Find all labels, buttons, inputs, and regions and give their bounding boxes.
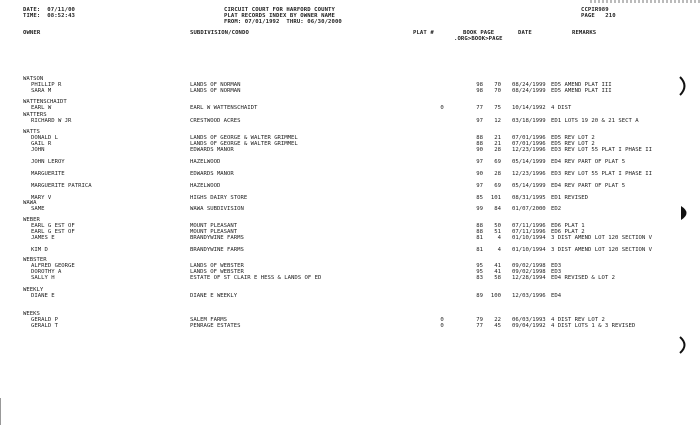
subdivision-name: MOUNT PLEASANT bbox=[190, 229, 238, 235]
remarks: ED3 REV LOT 55 PLAT I PHASE II bbox=[551, 171, 653, 177]
subdivision-name: LANDS OF NORMAN bbox=[190, 88, 241, 94]
remarks: ED4 REV PART OF PLAT 5 bbox=[551, 159, 626, 165]
report-time: TIME: 08:52:43 bbox=[23, 13, 76, 19]
owner-surname: WATSON bbox=[23, 76, 44, 82]
page-number-cell: 22 bbox=[494, 317, 501, 323]
remarks: 3 DIST AMEND LOT 120 SECTION V bbox=[551, 235, 653, 241]
remarks: 4 DIST bbox=[551, 105, 572, 111]
remarks: ED1 REVISED bbox=[551, 195, 589, 201]
owner-surname: WEEKLY bbox=[23, 287, 44, 293]
plat-number: 0 bbox=[440, 317, 444, 323]
book-number: 97 bbox=[476, 159, 483, 165]
page-number-cell: 101 bbox=[490, 195, 501, 201]
book-number: 88 bbox=[476, 229, 483, 235]
subdivision-name: LANDS OF WEBSTER bbox=[190, 269, 244, 275]
book-number: 88 bbox=[476, 223, 483, 229]
record-date: 09/04/1992 bbox=[512, 323, 546, 329]
subdivision-name: HAZELWOOD bbox=[190, 183, 221, 189]
book-number: 99 bbox=[476, 206, 483, 212]
owner-given-name: GERALD P bbox=[31, 317, 58, 323]
remarks: ED5 AMEND PLAT III bbox=[551, 88, 612, 94]
page-number-cell: 41 bbox=[494, 269, 501, 275]
record-date: 07/11/1996 bbox=[512, 229, 546, 235]
page-number-cell: 28 bbox=[494, 147, 501, 153]
page-edge-line bbox=[0, 398, 1, 425]
report-id: CCPIR989 bbox=[581, 7, 609, 13]
subdivision-name: MOUNT PLEASANT bbox=[190, 223, 238, 229]
owner-surname: WATTENSCHAIDT bbox=[23, 99, 67, 105]
book-number: 98 bbox=[476, 88, 483, 94]
book-number: 95 bbox=[476, 269, 483, 275]
subdivision-name: LANDS OF WEBSTER bbox=[190, 263, 244, 269]
record-date: 03/18/1999 bbox=[512, 118, 546, 124]
owner-given-name: JOHN bbox=[31, 147, 45, 153]
owner-surname: WEBSTER bbox=[23, 257, 47, 263]
record-date: 12/23/1996 bbox=[512, 171, 546, 177]
book-number: 90 bbox=[476, 147, 483, 153]
record-date: 12/28/1994 bbox=[512, 275, 546, 281]
page-number-cell: 69 bbox=[494, 183, 501, 189]
record-date: 05/14/1999 bbox=[512, 159, 546, 165]
owner-given-name: MARGUERITE PATRICA bbox=[31, 183, 92, 189]
book-number: 98 bbox=[476, 82, 483, 88]
record-date: 07/01/1996 bbox=[512, 135, 546, 141]
page-number-cell: 70 bbox=[494, 88, 501, 94]
page-number-cell: 51 bbox=[494, 229, 501, 235]
owner-surname: WEBER bbox=[23, 217, 40, 223]
subdivision-name: HAZELWOOD bbox=[190, 159, 221, 165]
record-date: 12/23/1996 bbox=[512, 147, 546, 153]
owner-given-name: SALLY H bbox=[31, 275, 55, 281]
remarks: ED4 bbox=[551, 293, 562, 299]
owner-surname: WATTS bbox=[23, 129, 40, 135]
subdivision-name: BRANDYWINE FARMS bbox=[190, 235, 244, 241]
binder-hole-mark bbox=[680, 205, 692, 221]
book-number: 88 bbox=[476, 135, 483, 141]
remarks: ED4 REV PART OF PLAT 5 bbox=[551, 183, 626, 189]
remarks: ED4 REVISED & LOT 2 bbox=[551, 275, 615, 281]
record-date: 07/01/1996 bbox=[512, 141, 546, 147]
report-title: PLAT RECORDS INDEX BY OWNER NAME bbox=[224, 13, 335, 19]
record-date: 01/10/1994 bbox=[512, 235, 546, 241]
remarks: ED2 bbox=[551, 206, 562, 212]
column-header-book-page: BOOK PAGE bbox=[463, 30, 495, 36]
owner-given-name: EARL G EST OF bbox=[31, 223, 75, 229]
owner-given-name: SARA M bbox=[31, 88, 52, 94]
plat-number: 0 bbox=[440, 323, 444, 329]
subdivision-name: PENRAGE ESTATES bbox=[190, 323, 241, 329]
record-date: 07/11/1996 bbox=[512, 223, 546, 229]
page-number-cell: 45 bbox=[494, 323, 501, 329]
remarks: ED3 REV LOT 55 PLAT I PHASE II bbox=[551, 147, 653, 153]
subdivision-name: EARL W WATTENSCHAIDT bbox=[190, 105, 258, 111]
page-number-cell: 58 bbox=[494, 275, 501, 281]
subdivision-name: SALEM FARMS bbox=[190, 317, 228, 323]
owner-given-name: JAMES E bbox=[31, 235, 55, 241]
owner-given-name: SAME bbox=[31, 206, 45, 212]
subdivision-name: EDWARDS MANOR bbox=[190, 171, 234, 177]
remarks: ED3 bbox=[551, 269, 562, 275]
book-number: 97 bbox=[476, 183, 483, 189]
record-date: 05/14/1999 bbox=[512, 183, 546, 189]
subdivision-name: CRESTWOOD ACRES bbox=[190, 118, 241, 124]
page-number-cell: 69 bbox=[494, 159, 501, 165]
subdivision-name: LANDS OF GEORGE & WALTER GRIMMEL bbox=[190, 141, 298, 147]
owner-given-name: GERALD T bbox=[31, 323, 58, 329]
perforation-mark bbox=[590, 0, 700, 3]
page-number-cell: 4 bbox=[497, 235, 501, 241]
owner-given-name: MARY V bbox=[31, 195, 52, 201]
owner-given-name: JOHN LEROY bbox=[31, 159, 65, 165]
record-date: 08/24/1999 bbox=[512, 88, 546, 94]
record-date: 08/24/1999 bbox=[512, 82, 546, 88]
column-header-owner: OWNER bbox=[23, 30, 41, 36]
column-header-remarks: REMARKS bbox=[572, 30, 597, 36]
remarks: 3 DIST AMEND LOT 120 SECTION V bbox=[551, 247, 653, 253]
column-header-org: .ORG>BOOK>PAGE bbox=[454, 36, 503, 42]
record-date: 12/03/1996 bbox=[512, 293, 546, 299]
remarks: ED3 bbox=[551, 263, 562, 269]
book-number: 97 bbox=[476, 118, 483, 124]
subdivision-name: BRANDYWINE FARMS bbox=[190, 247, 244, 253]
subdivision-name: LANDS OF GEORGE & WALTER GRIMMEL bbox=[190, 135, 298, 141]
owner-given-name: RICHARD W JR bbox=[31, 118, 72, 124]
book-number: 81 bbox=[476, 247, 483, 253]
owner-given-name: EARL W bbox=[31, 105, 52, 111]
owner-given-name: DIANE E bbox=[31, 293, 55, 299]
remarks: ED5 REV LOT 2 bbox=[551, 135, 595, 141]
remarks: ED6 PLAT 2 bbox=[551, 229, 585, 235]
page-number-cell: 70 bbox=[494, 82, 501, 88]
subdivision-name: LANDS OF NORMAN bbox=[190, 82, 241, 88]
binder-hole-mark bbox=[678, 76, 690, 96]
remarks: 4 DIST LOTS 1 & 3 REVISED bbox=[551, 323, 636, 329]
owner-given-name: KIM D bbox=[31, 247, 48, 253]
record-date: 09/02/1998 bbox=[512, 269, 546, 275]
page-number-cell: 12 bbox=[494, 118, 501, 124]
subdivision-name: HIGHS DAIRY STORE bbox=[190, 195, 248, 201]
record-date: 01/07/2000 bbox=[512, 206, 546, 212]
record-date: 09/02/1998 bbox=[512, 263, 546, 269]
owner-given-name: PHILLIP R bbox=[31, 82, 62, 88]
page-number-cell: 50 bbox=[494, 223, 501, 229]
record-date: 06/03/1993 bbox=[512, 317, 546, 323]
subdivision-name: DIANE E WEEKLY bbox=[190, 293, 238, 299]
plat-number: 0 bbox=[440, 105, 444, 111]
page-number-cell: 100 bbox=[490, 293, 501, 299]
remarks: 4 DIST REV LOT 2 bbox=[551, 317, 605, 323]
owner-given-name: DOROTHY A bbox=[31, 269, 62, 275]
page-number-cell: 4 bbox=[497, 247, 501, 253]
column-header-subdivision: SUBDIVISION/CONDO bbox=[190, 30, 249, 36]
book-number: 89 bbox=[476, 293, 483, 299]
book-number: 77 bbox=[476, 323, 483, 329]
remarks: ED6 PLAT 1 bbox=[551, 223, 585, 229]
book-number: 81 bbox=[476, 235, 483, 241]
owner-given-name: DONALD L bbox=[31, 135, 58, 141]
page-number-cell: 21 bbox=[494, 141, 501, 147]
owner-surname: WEEKS bbox=[23, 311, 40, 317]
record-date: 10/14/1992 bbox=[512, 105, 546, 111]
subdivision-name: WAWA SUBDIVISION bbox=[190, 206, 244, 212]
owner-given-name: EARL G EST OF bbox=[31, 229, 75, 235]
book-number: 88 bbox=[476, 141, 483, 147]
book-number: 90 bbox=[476, 171, 483, 177]
page-number-cell: 28 bbox=[494, 171, 501, 177]
owner-given-name: GAIL R bbox=[31, 141, 52, 147]
page-number: PAGE 210 bbox=[581, 13, 616, 19]
book-number: 83 bbox=[476, 275, 483, 281]
report-range: FROM: 07/01/1992 THRU: 06/30/2000 bbox=[224, 19, 342, 25]
column-header-plat: PLAT # bbox=[413, 30, 434, 36]
remarks: ED5 REV LOT 2 bbox=[551, 141, 595, 147]
remarks: ED1 LOTS 19 20 & 21 SECT A bbox=[551, 118, 639, 124]
book-number: 77 bbox=[476, 105, 483, 111]
report-date: DATE: 07/11/00 bbox=[23, 7, 76, 13]
record-date: 08/31/1995 bbox=[512, 195, 546, 201]
binder-hole-mark bbox=[678, 336, 690, 354]
book-number: 95 bbox=[476, 263, 483, 269]
column-header-date: DATE bbox=[518, 30, 532, 36]
page-number-cell: 75 bbox=[494, 105, 501, 111]
remarks: ED5 AMEND PLAT III bbox=[551, 82, 612, 88]
subdivision-name: ESTATE OF ST CLAIR E HESS & LANDS OF ED bbox=[190, 275, 322, 281]
page-number-cell: 84 bbox=[494, 206, 501, 212]
book-number: 85 bbox=[476, 195, 483, 201]
court-name: CIRCUIT COURT FOR HARFORD COUNTY bbox=[224, 7, 335, 13]
owner-surname: WAWA bbox=[23, 200, 37, 206]
book-number: 79 bbox=[476, 317, 483, 323]
record-date: 01/10/1994 bbox=[512, 247, 546, 253]
page-number-cell: 21 bbox=[494, 135, 501, 141]
owner-given-name: ALFRED GEORGE bbox=[31, 263, 75, 269]
subdivision-name: EDWARDS MANOR bbox=[190, 147, 234, 153]
owner-surname: WATTERS bbox=[23, 112, 47, 118]
page-number-cell: 41 bbox=[494, 263, 501, 269]
owner-given-name: MARGUERITE bbox=[31, 171, 65, 177]
